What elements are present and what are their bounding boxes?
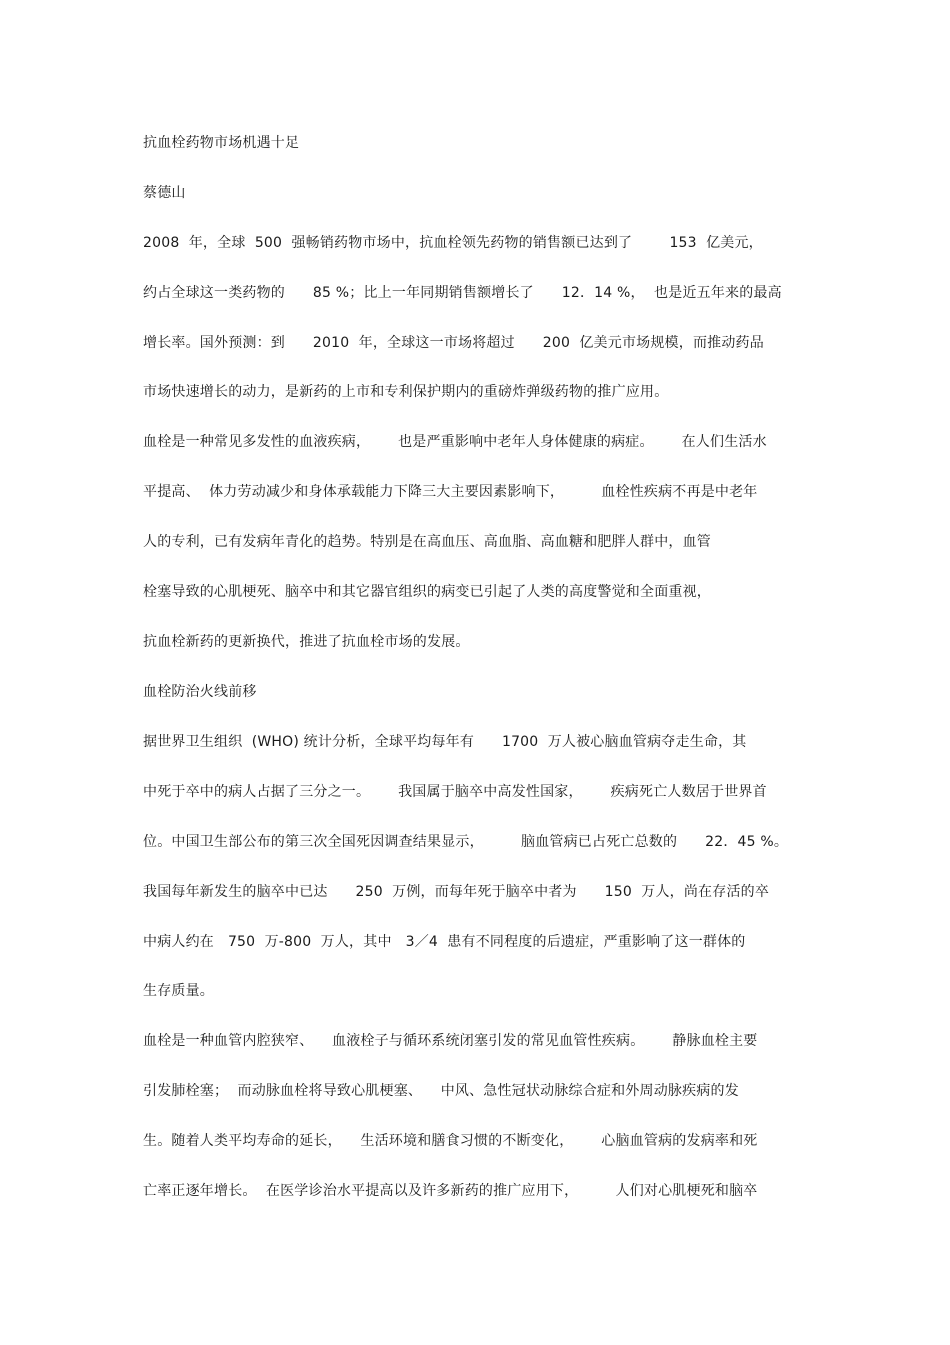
text-line: 约占全球这一类药物的 85 %；比上一年同期销售额增长了 12．14 %， 也是近五年来的最高 — [143, 285, 782, 301]
text-line: 我国每年新发生的脑卒中已达 250 万例，而每年死于脑卒中者为 150 万人，尚在存活的卒 — [143, 884, 770, 900]
text-line: 抗血栓新药的更新换代，推进了抗血栓市场的发展。 — [143, 634, 470, 650]
text-line: 栓塞导致的心肌梗死、脑卒中和其它器官组织的病变已引起了人类的高度警觉和全面重视， — [143, 584, 711, 600]
text-line: 平提高、 体力劳动减少和身体承载能力下降三大主要因素影响下， 血栓性疾病不再是中老年 — [143, 484, 758, 500]
text-line: 中死于卒中的病人占据了三分之一。 我国属于脑卒中高发性国家， 疾病死亡人数居于世界首 — [143, 784, 767, 800]
text-line: 2008 年，全球 500 强畅销药物市场中，抗血栓领先药物的销售额已达到了 153 亿美元， — [143, 235, 763, 251]
text-line: 据世界卫生组织 (WHO) 统计分析，全球平均每年有 1700 万人被心脑血管病夺走生命，其 — [143, 734, 747, 750]
text-line: 中病人约在 750 万-800 万人，其中 3／4 患有不同程度的后遗症，严重影响了这一群体的 — [143, 934, 746, 950]
text-line: 生。随着人类平均寿命的延长， 生活环境和膳食习惯的不断变化， 心脑血管病的发病率和死 — [143, 1133, 758, 1149]
text-line: 生存质量。 — [143, 983, 214, 999]
document-title: 抗血栓药物市场机遇十足 — [143, 135, 300, 151]
text-line: 亡率正逐年增长。 在医学诊治水平提高以及许多新药的推广应用下， 人们对心肌梗死和脑卒 — [143, 1183, 758, 1199]
text-line: 人的专利，已有发病年青化的趋势。特别是在高血压、高血脂、高血糖和肥胖人群中，血管 — [143, 534, 711, 550]
text-line: 血栓是一种常见多发性的血液疾病， 也是严重影响中老年人身体健康的病症。 在人们生活水 — [143, 434, 767, 450]
text-line: 位。中国卫生部公布的第三次全国死因调查结果显示， 脑血管病已占死亡总数的 22．45 %。 — [143, 834, 789, 850]
text-line: 血栓是一种血管内腔狭窄、 血液栓子与循环系统闭塞引发的常见血管性疾病。 静脉血栓主要 — [143, 1033, 758, 1049]
text-line: 增长率。国外预测：到 2010 年，全球这一市场将超过 200 亿美元市场规模，而推动药品 — [143, 335, 764, 351]
text-line: 市场快速增长的动力，是新药的上市和专利保护期内的重磅炸弹级药物的推广应用。 — [143, 384, 669, 400]
text-line: 引发肺栓塞； 而动脉血栓将导致心肌梗塞、 中风、急性冠状动脉综合症和外周动脉疾病的发 — [143, 1083, 739, 1099]
document-author: 蔡德山 — [143, 185, 186, 201]
section-heading: 血栓防治火线前移 — [143, 684, 257, 700]
